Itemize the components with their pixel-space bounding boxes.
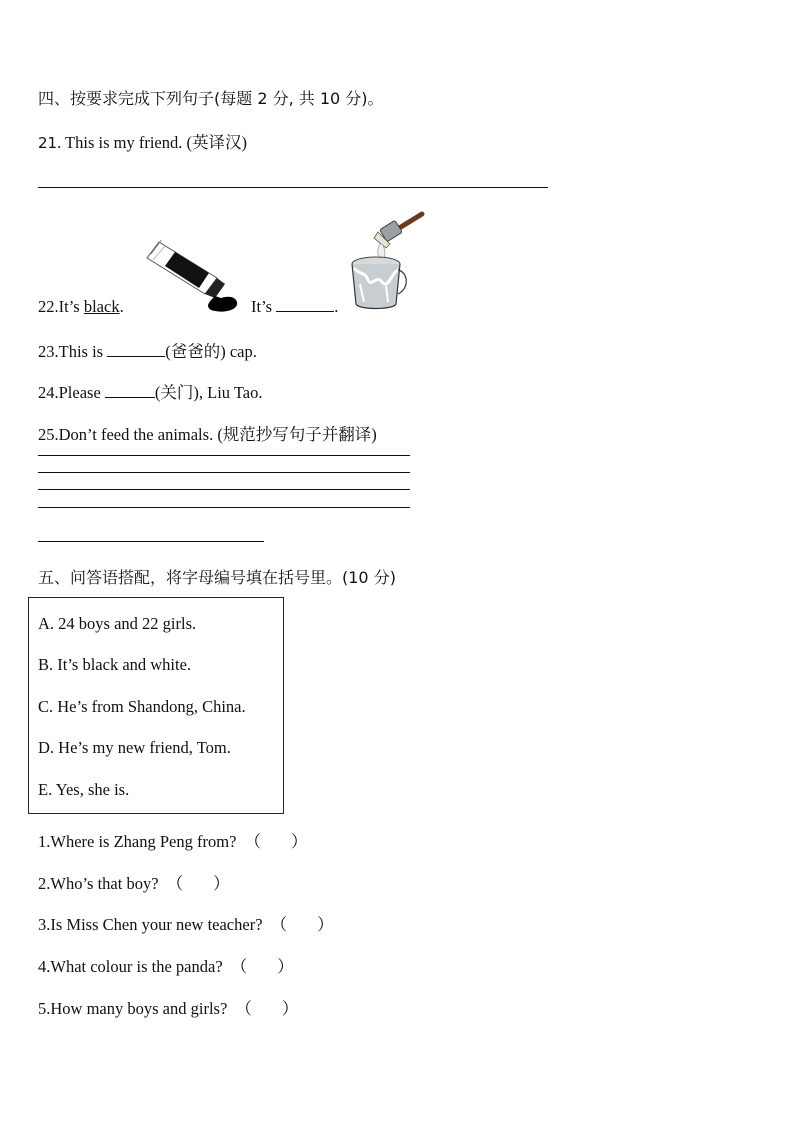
q25-line-2[interactable] xyxy=(38,472,410,473)
q21-answer-line[interactable] xyxy=(38,187,548,188)
q21-text: . This is my friend. (英译汉) xyxy=(57,133,247,152)
q25-line-5[interactable] xyxy=(38,541,264,542)
q23-prefix: 23.This is xyxy=(38,342,108,361)
option-b: B. It’s black and white. xyxy=(38,655,192,674)
option-c: C. He’s from Shandong, China. xyxy=(38,697,246,716)
option-a: A. 24 boys and 22 girls. xyxy=(38,614,197,633)
black-paint-tube-icon xyxy=(143,240,243,312)
option-d: D. He’s my new friend, Tom. xyxy=(38,738,231,757)
q23 xyxy=(38,338,257,362)
answer-paren-4[interactable]: （ ） xyxy=(230,957,294,976)
question-4-text: 4.What colour is the panda? xyxy=(38,957,223,976)
q21-number: 21 xyxy=(38,134,58,152)
q25-line-3[interactable] xyxy=(38,489,410,490)
question-2 xyxy=(38,870,230,894)
q25-line-4[interactable] xyxy=(38,507,410,508)
q22-second-suffix: . xyxy=(334,297,339,316)
q24-blank[interactable] xyxy=(105,383,155,398)
section5-heading: 五、问答语搭配，将字母编号填在括号里。(10 分) xyxy=(38,568,396,587)
q22-blank[interactable] xyxy=(276,297,334,312)
white-paint-bucket-icon xyxy=(346,208,428,312)
question-5-text: 5.How many boys and girls? xyxy=(38,999,228,1018)
question-5 xyxy=(38,995,298,1019)
q25-line-1[interactable] xyxy=(38,455,410,456)
answer-paren-2[interactable]: （ ） xyxy=(166,874,230,893)
answer-paren-1[interactable]: （ ） xyxy=(244,832,308,851)
q22-suffix: . xyxy=(119,297,124,316)
q22 xyxy=(38,297,124,317)
q24-suffix: (关门), Liu Tao. xyxy=(154,383,263,402)
q25: 25.Don’t feed the animals. (规范抄写句子并翻译) xyxy=(38,425,377,444)
question-4 xyxy=(38,953,294,977)
q24 xyxy=(38,379,263,403)
q23-blank[interactable] xyxy=(107,342,165,357)
q22-prefix: 22.It’s xyxy=(38,297,84,316)
q22-second-prefix: It’s xyxy=(251,297,277,316)
question-1 xyxy=(38,828,308,852)
question-2-text: 2.Who’s that boy? xyxy=(38,874,159,893)
q21 xyxy=(38,129,247,153)
q24-prefix: 24.Please xyxy=(38,383,105,402)
question-3-text: 3.Is Miss Chen your new teacher? xyxy=(38,915,263,934)
option-e: E. Yes, she is. xyxy=(38,780,130,799)
answer-paren-5[interactable]: （ ） xyxy=(235,999,299,1018)
answer-paren-3[interactable]: （ ） xyxy=(270,915,334,934)
section4-heading: 四、按要求完成下列句子(每题 2 分, 共 10 分)。 xyxy=(38,89,384,108)
question-1-text: 1.Where is Zhang Peng from? xyxy=(38,832,237,851)
q22-second xyxy=(251,297,338,317)
question-3 xyxy=(38,911,334,935)
q22-answer-word: black xyxy=(83,297,120,316)
q23-suffix: (爸爸的) cap. xyxy=(165,342,257,361)
